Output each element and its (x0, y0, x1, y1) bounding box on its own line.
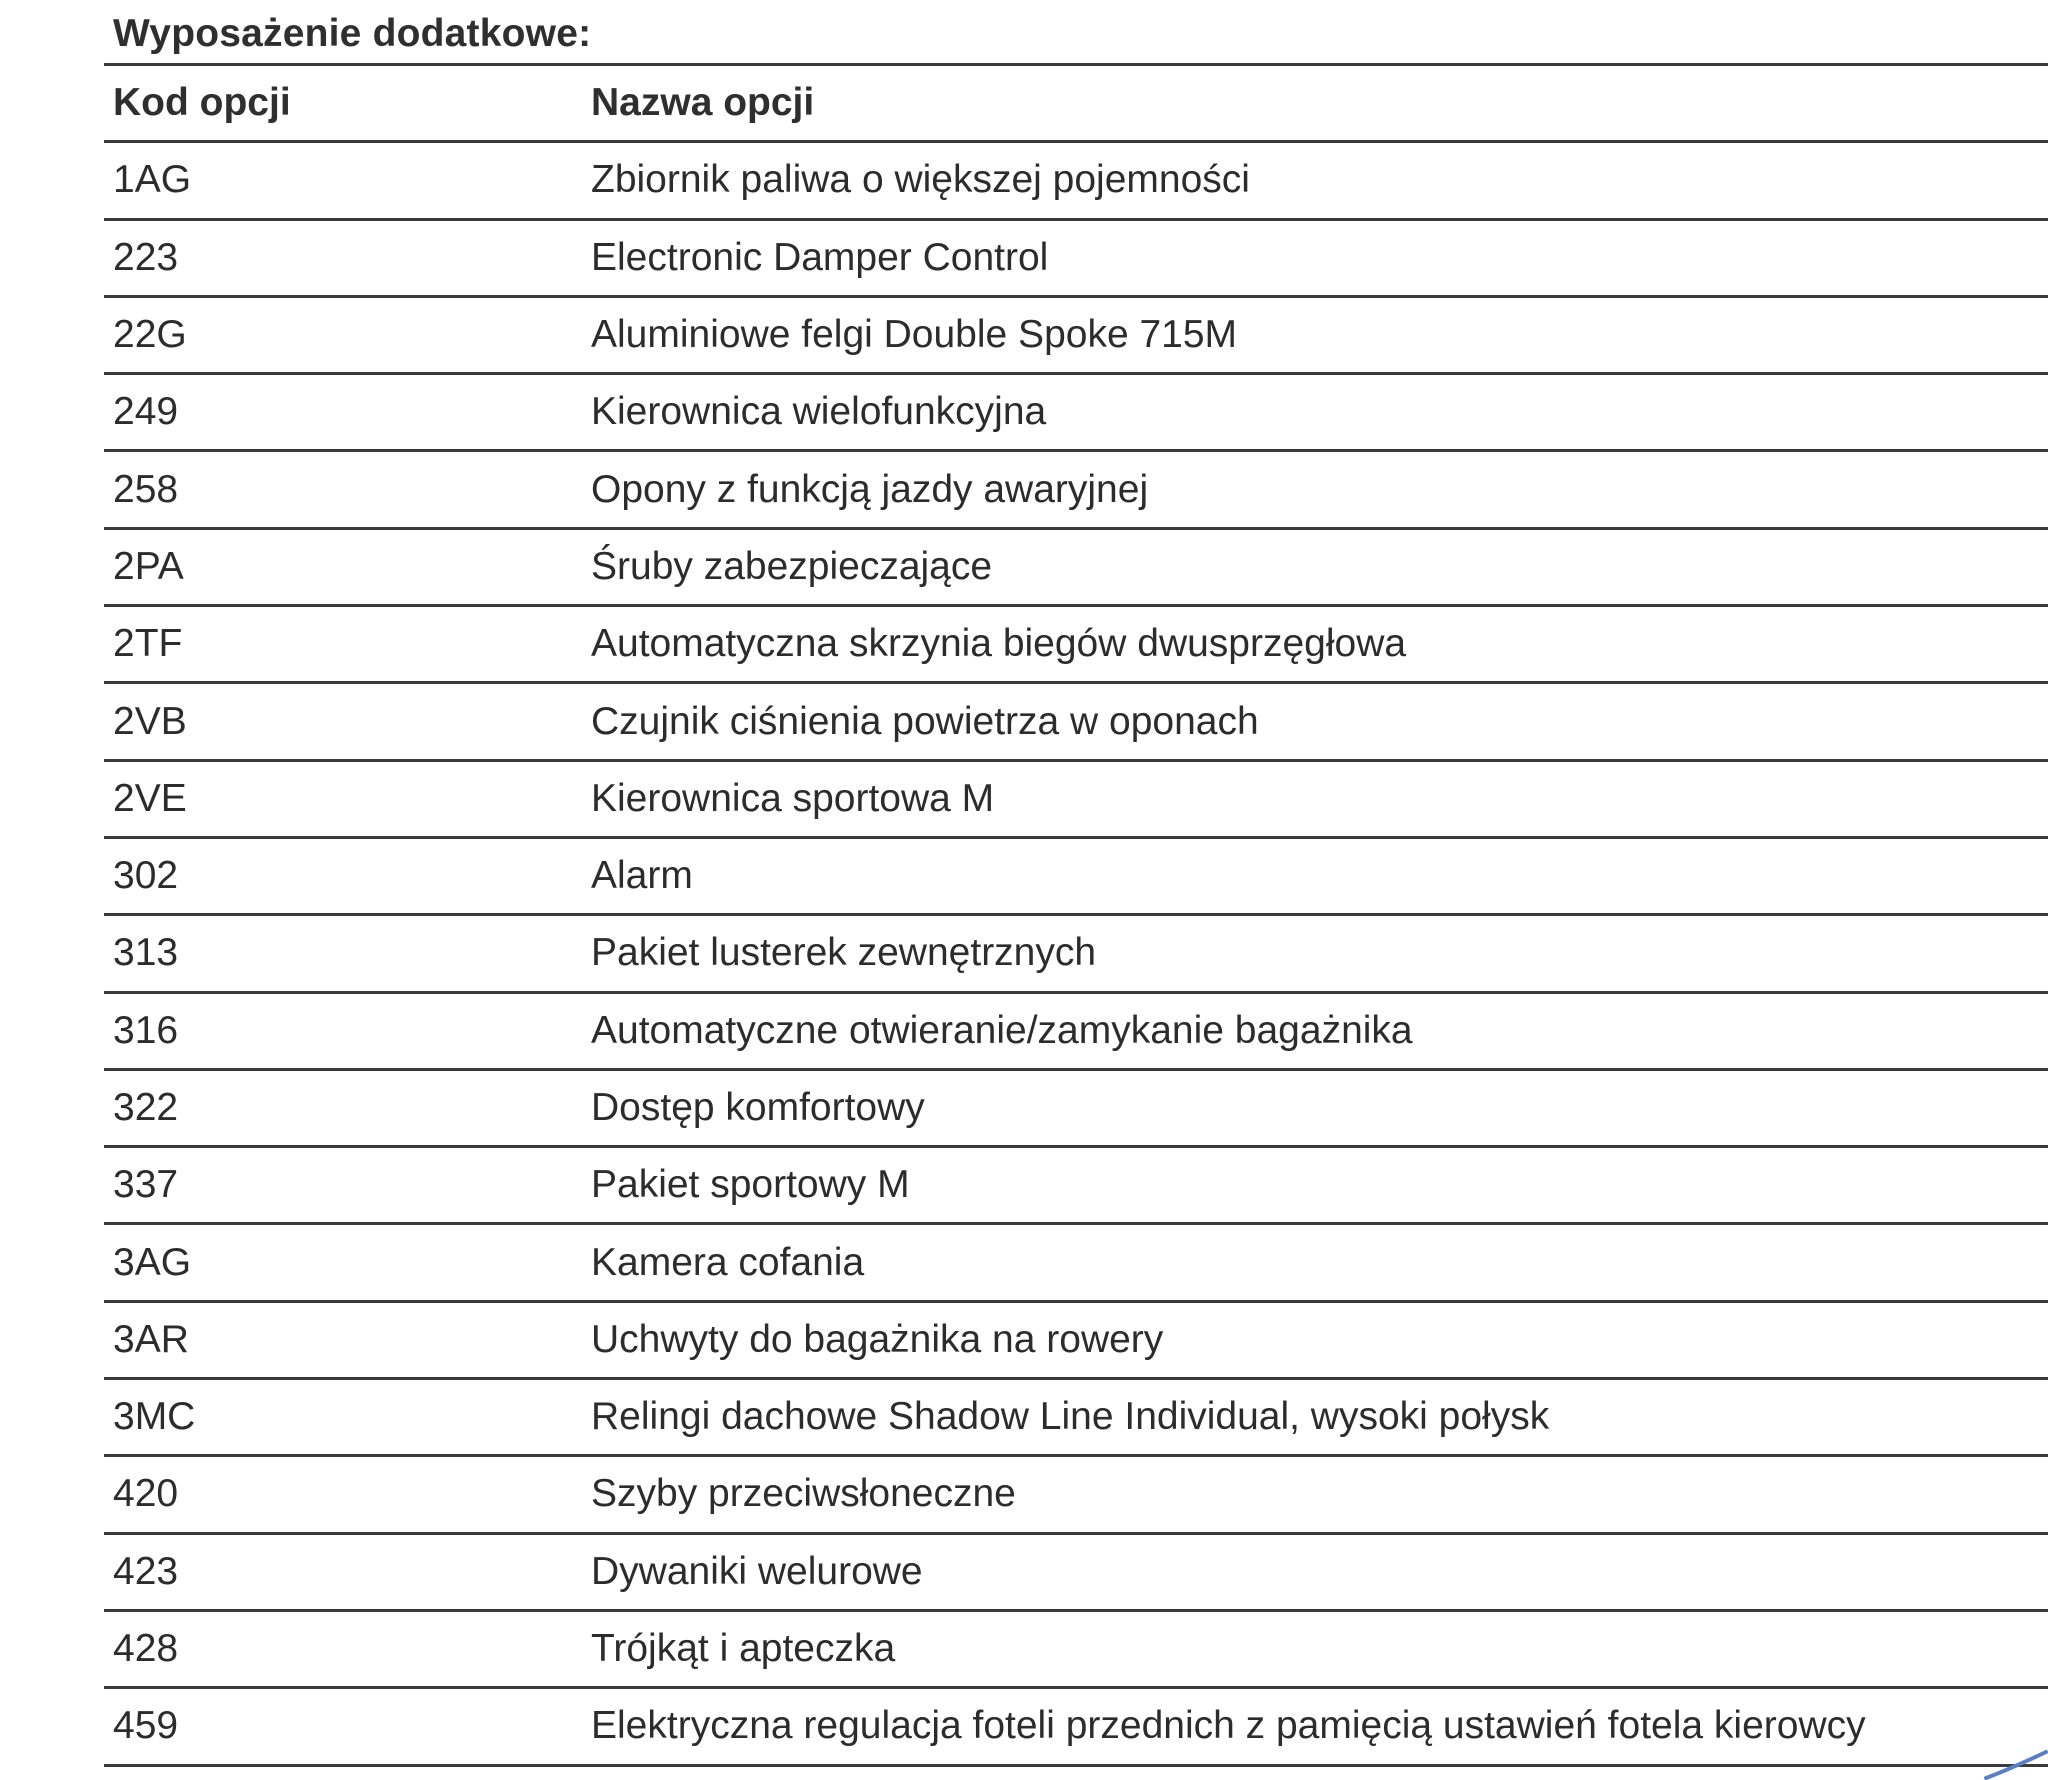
table-row (104, 1224, 2048, 1301)
option-code: 3MC (104, 1379, 582, 1456)
table-row (104, 915, 2048, 992)
option-code: 337 (104, 1147, 582, 1224)
option-name: Szyby przeciwsłoneczne (582, 1456, 2048, 1533)
option-code: 302 (104, 837, 582, 914)
option-code: 2VB (104, 683, 582, 760)
option-name: Zbiornik paliwa o większej pojemności (582, 142, 2048, 219)
option-name: Aluminiowe felgi Double Spoke 715M (582, 296, 2048, 373)
option-name: Automatyczne otwieranie/zamykanie bagażnika (582, 992, 2048, 1069)
option-name: Kierownica sportowa M (582, 760, 2048, 837)
table-row (104, 1147, 2048, 1224)
option-code: 249 (104, 374, 582, 451)
option-name: Kierownica wielofunkcyjna (582, 374, 2048, 451)
option-code: 316 (104, 992, 582, 1069)
option-name: Pakiet lusterek zewnętrznych (582, 915, 2048, 992)
column-header-name: Nazwa opcji (582, 65, 2048, 142)
option-code: 322 (104, 1069, 582, 1146)
table-row (104, 1533, 2048, 1610)
pen-stroke-mark (1978, 1748, 2048, 1780)
option-name: Dostęp komfortowy (582, 1069, 2048, 1146)
option-code: 1AG (104, 142, 582, 219)
option-code: 3AG (104, 1224, 582, 1301)
table-row (104, 296, 2048, 373)
table-row (104, 528, 2048, 605)
option-name: Relingi dachowe Shadow Line Individual, wysoki połysk (582, 1379, 2048, 1456)
option-name: Electronic Damper Control (582, 219, 2048, 296)
option-code: 2VE (104, 760, 582, 837)
option-code: 459 (104, 1688, 582, 1765)
option-name: Elektryczna regulacja foteli przednich z pamięcią ustawień fotela kierowcy (582, 1688, 2048, 1765)
option-name: Opony z funkcją jazdy awaryjnej (582, 451, 2048, 528)
table-row (104, 683, 2048, 760)
option-name: Śruby zabezpieczające (582, 528, 2048, 605)
options-table (104, 63, 2048, 1767)
option-name: Trójkąt i apteczka (582, 1610, 2048, 1687)
table-row (104, 451, 2048, 528)
option-name: Uchwyty do bagażnika na rowery (582, 1301, 2048, 1378)
table-row (104, 1688, 2048, 1765)
option-code: 2PA (104, 528, 582, 605)
table-row (104, 1610, 2048, 1687)
option-code: 22G (104, 296, 582, 373)
table-row (104, 219, 2048, 296)
table-row (104, 760, 2048, 837)
option-name: Automatyczna skrzynia biegów dwusprzęgłowa (582, 606, 2048, 683)
option-code: 223 (104, 219, 582, 296)
option-name: Kamera cofania (582, 1224, 2048, 1301)
table-row (104, 142, 2048, 219)
option-code: 423 (104, 1533, 582, 1610)
section-title: Wyposażenie dodatkowe: (113, 12, 592, 55)
table-row (104, 1379, 2048, 1456)
table-header-row (104, 65, 2048, 142)
option-code: 258 (104, 451, 582, 528)
table-row (104, 606, 2048, 683)
option-name: Czujnik ciśnienia powietrza w oponach (582, 683, 2048, 760)
option-code: 420 (104, 1456, 582, 1533)
table-row (104, 837, 2048, 914)
column-header-code: Kod opcji (104, 65, 582, 142)
option-code: 2TF (104, 606, 582, 683)
option-name: Dywaniki welurowe (582, 1533, 2048, 1610)
table-row (104, 1301, 2048, 1378)
option-code: 3AR (104, 1301, 582, 1378)
table-row (104, 1456, 2048, 1533)
option-code: 313 (104, 915, 582, 992)
table-row (104, 1069, 2048, 1146)
option-name: Pakiet sportowy M (582, 1147, 2048, 1224)
option-name: Alarm (582, 837, 2048, 914)
table-row (104, 992, 2048, 1069)
option-code: 428 (104, 1610, 582, 1687)
table-row (104, 374, 2048, 451)
